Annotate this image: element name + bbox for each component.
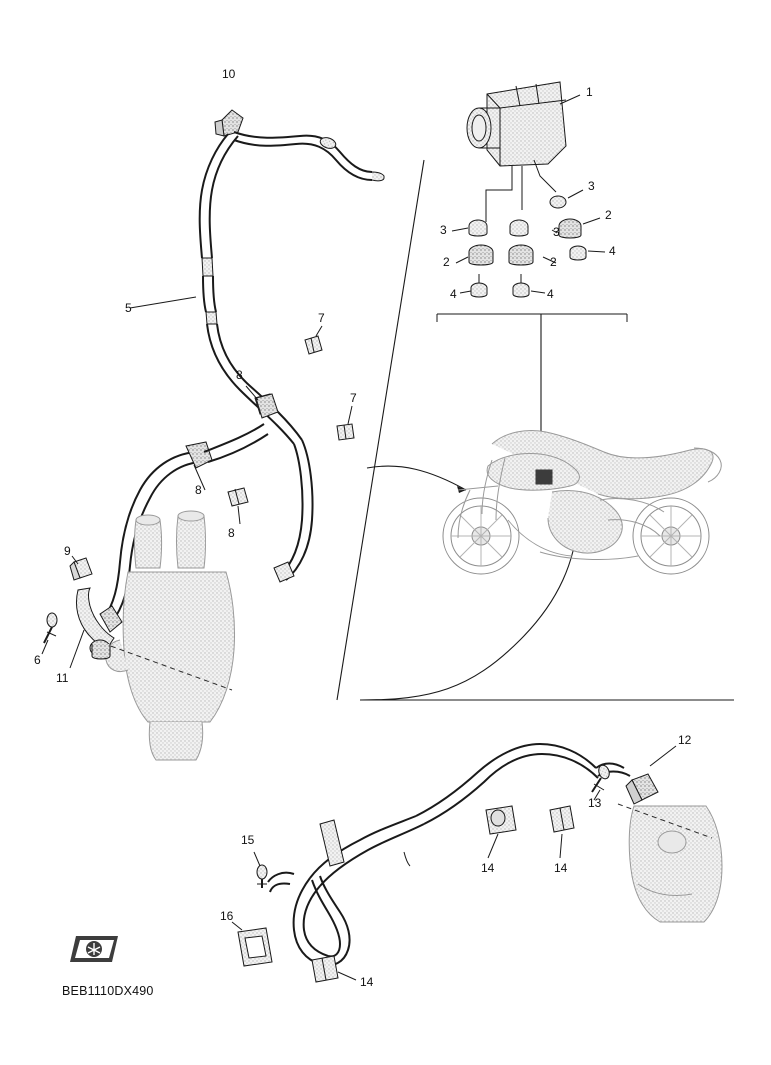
callout-1: 1: [586, 85, 593, 99]
callout-4a: 4: [609, 244, 616, 258]
callout-5: 5: [125, 301, 132, 315]
callout-6: 6: [34, 653, 41, 667]
yamaha-logo: [70, 936, 118, 962]
callout-11: 11: [56, 671, 69, 685]
callout-14c: 14: [360, 975, 374, 989]
callout-4c: 4: [547, 287, 554, 301]
callout-2b: 2: [443, 255, 450, 269]
callout-16: 16: [220, 909, 234, 923]
callout-2c: 2: [550, 255, 557, 269]
callout-14a: 14: [481, 861, 495, 875]
part-7-clamps: [305, 326, 354, 440]
callout-4b: 4: [450, 287, 457, 301]
callout-3b: 3: [553, 225, 560, 239]
panel-divider-lines: [337, 160, 734, 700]
callout-2a: 2: [605, 208, 612, 222]
callout-10: 10: [222, 67, 236, 81]
throttle-body-assembly: [94, 511, 235, 760]
motorcycle-illustration: [443, 431, 721, 575]
part-hardware-group: [469, 196, 586, 297]
part-5-front-sensor-lead: [130, 110, 384, 582]
callout-15: 15: [241, 833, 255, 847]
callout-8c: 8: [228, 526, 235, 540]
callout-8a: 8: [236, 368, 243, 382]
callout-3c: 3: [440, 223, 447, 237]
callout-9: 9: [64, 544, 71, 558]
callout-3a: 3: [588, 179, 595, 193]
callout-14b: 14: [554, 861, 568, 875]
callout-8b: 8: [195, 483, 202, 497]
rear-sensor-group: [232, 744, 722, 982]
callout-7b: 7: [350, 391, 357, 405]
part-code-label: BEB1110DX490: [62, 984, 154, 998]
callout-7a: 7: [318, 311, 325, 325]
callout-13: 13: [588, 796, 602, 810]
callout-12: 12: [678, 733, 692, 747]
